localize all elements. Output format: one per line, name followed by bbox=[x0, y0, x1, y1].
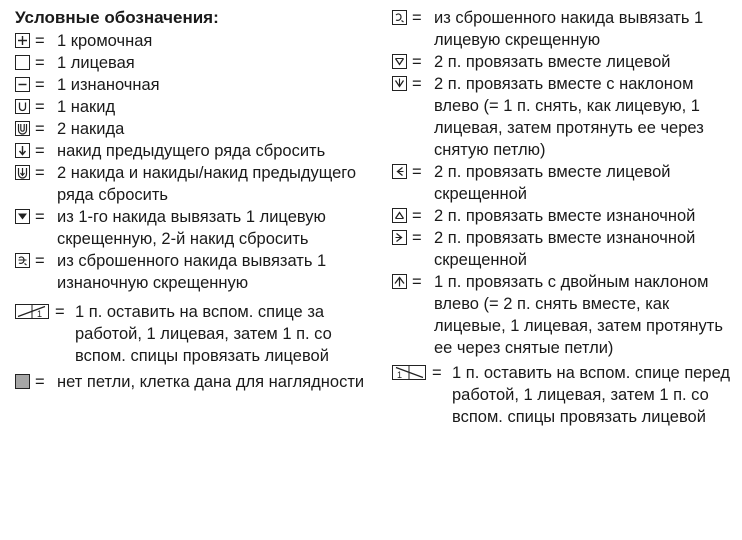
legend-item-cable-right: 1 = 1 п. оставить на вспом. спице за работой, 1 лицевая, затем 1 п. со вспом. спицы провязать лицевой bbox=[15, 301, 375, 367]
p2tog-icon bbox=[392, 208, 407, 224]
double-loop-drop-icon bbox=[15, 165, 30, 181]
svg-text:1: 1 bbox=[397, 370, 403, 380]
legend-item-edge-stitch: = 1 кромочная bbox=[15, 30, 375, 52]
legend-item-double-yarn-over-drop: = 2 накида и накиды/накид предыдущего ряда сбросить bbox=[15, 162, 375, 206]
ssk-icon bbox=[392, 76, 407, 92]
legend-item-p2tog-tbl: = 2 п. провязать вместе изнаночной скрещенной bbox=[392, 227, 738, 271]
double-loop-icon bbox=[15, 121, 30, 137]
legend-item-purl: = 1 изнаночная bbox=[15, 74, 375, 96]
legend-right-column bbox=[392, 0, 738, 428]
svg-text:1: 1 bbox=[37, 309, 43, 319]
legend-item-yarn-over-knit-tbl: = из 1-го накида вывязать 1 лицевую скрещенную, 2-й накид сбросить bbox=[15, 206, 375, 250]
legend-item-knit-tbl-from-yo: = из сброшенного накида вывязать 1 лицевую скрещенную bbox=[392, 7, 738, 51]
crossed-knit-loop-icon bbox=[392, 10, 407, 26]
cable-left-icon bbox=[392, 365, 426, 381]
legend-item-double-decrease: = 1 п. провязать с двойным наклоном влево (= 2 п. снять вместе, как лицевые, 1 лицевая, затем протянуть ее через снятые петли) bbox=[392, 271, 738, 359]
legend-left-column bbox=[15, 0, 375, 393]
cable-right-icon bbox=[15, 304, 49, 320]
p2tog-tbl-icon bbox=[392, 230, 407, 246]
legend-item-p2tog: = 2 п. провязать вместе изнаночной bbox=[392, 205, 738, 227]
empty-box-icon bbox=[15, 55, 30, 71]
legend-item-cable-left: 1 = 1 п. оставить на вспом. спице перед работой, 1 лицевая, затем 1 п. со вспом. спицы провязать лицевой bbox=[392, 362, 738, 428]
legend-title: Условные обозначения: bbox=[15, 8, 219, 27]
k2tog-icon bbox=[392, 54, 407, 70]
legend-item-k2tog-tbl: = 2 п. провязать вместе лицевой скрещенной bbox=[392, 161, 738, 205]
gray-box-icon bbox=[15, 374, 30, 390]
legend-item-double-yarn-over: = 2 накида bbox=[15, 118, 375, 140]
crossed-purl-loop-icon bbox=[15, 253, 30, 269]
k2tog-tbl-icon bbox=[392, 164, 407, 180]
legend-item-ssk: = 2 п. провязать вместе с наклоном влево (= 1 п. снять, как лицевую, 1 лицевая, затем протянуть ее через снятую петлю) bbox=[392, 73, 738, 161]
legend-item-drop-yarn-over: = накид предыдущего ряда сбросить bbox=[15, 140, 375, 162]
plus-box-icon bbox=[15, 33, 30, 49]
legend-item-purl-tbl-from-yo: = из сброшенного накида вывязать 1 изнаночную скрещенную bbox=[15, 250, 375, 294]
arrow-down-box-icon bbox=[15, 143, 30, 159]
legend-item-k2tog: = 2 п. провязать вместе лицевой bbox=[392, 51, 738, 73]
u-loop-icon bbox=[15, 99, 30, 115]
filled-triangle-box-icon bbox=[15, 209, 30, 225]
legend-item-no-stitch: = нет петли, клетка дана для наглядности bbox=[15, 371, 375, 393]
legend-item-yarn-over: = 1 накид bbox=[15, 96, 375, 118]
dash-box-icon bbox=[15, 77, 30, 93]
legend-item-knit: = 1 лицевая bbox=[15, 52, 375, 74]
double-decrease-icon bbox=[392, 274, 407, 290]
